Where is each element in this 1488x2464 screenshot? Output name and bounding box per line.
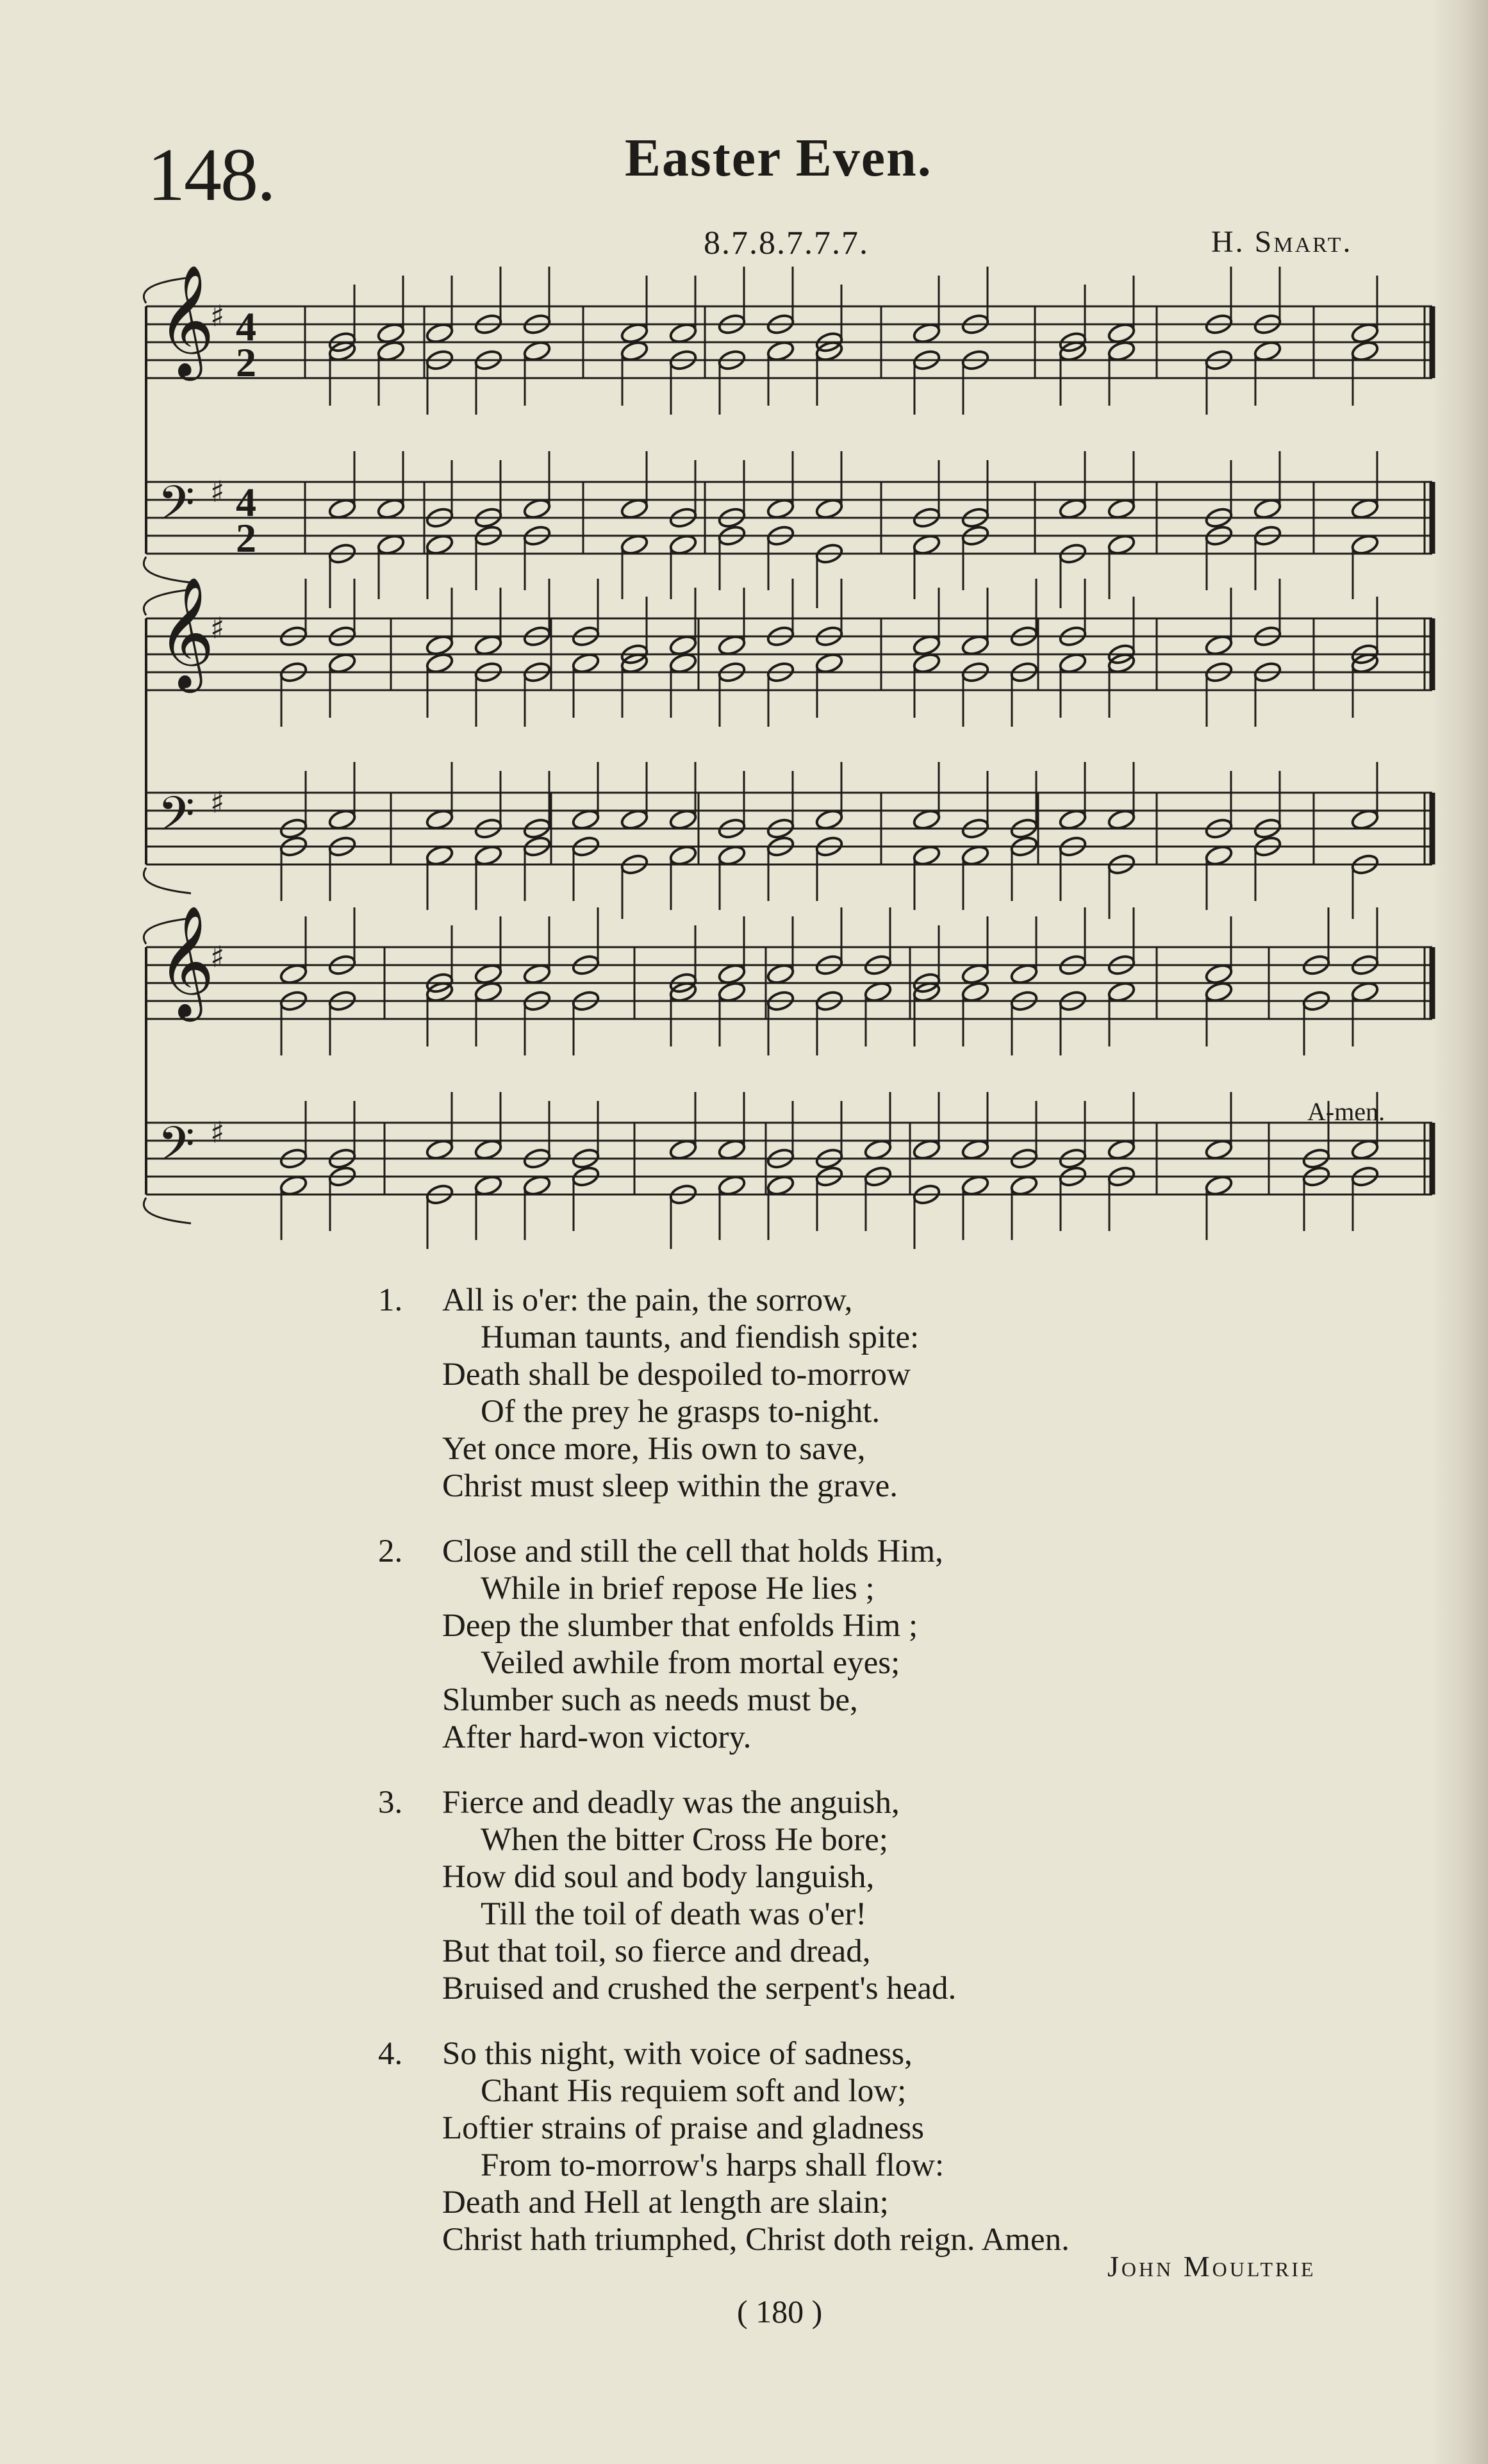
verse-line: Christ must sleep within the grave. (442, 1468, 898, 1504)
hymn-number: 148. (147, 133, 275, 217)
verse-line: Slumber such as needs must be, (442, 1682, 858, 1718)
verse-line: Close and still the cell that holds Him, (442, 1534, 943, 1569)
verse-line: But that toil, so fierce and dread, (442, 1933, 871, 1969)
bracket-hook (144, 1198, 191, 1223)
verse-line: Human taunts, and fiendish spite: (481, 1319, 920, 1355)
verse-1 (378, 1282, 1070, 1505)
verse-line: Christ hath triumphed, Christ doth reign. Amen. (442, 2222, 1070, 2258)
verse-line: From to-morrow's harps shall flow: (481, 2147, 945, 2183)
verse-line: Of the prey he grasps to-night. (481, 1394, 880, 1430)
bracket-hook (144, 868, 191, 893)
verse-line: Fierce and deadly was the anguish, (442, 1785, 900, 1821)
bass-clef-icon: 𝄢 (158, 786, 195, 854)
verse-number: 4. (378, 2036, 403, 2072)
verses (378, 1282, 1070, 2286)
verse-2 (378, 1533, 1070, 1756)
verse-3 (378, 1784, 1070, 2007)
bass-clef-icon: 𝄢 (158, 475, 195, 543)
verse-number: 3. (378, 1785, 403, 1821)
verse-line: While in brief repose He lies ; (481, 1571, 875, 1607)
verse-line: So this night, with voice of sadness, (442, 2036, 913, 2072)
verse-line: Veiled awhile from mortal eyes; (481, 1645, 900, 1681)
verse-line: Till the toil of death was o'er! (481, 1896, 867, 1932)
hymn-author: John Moultrie (1107, 2250, 1316, 2283)
verse-line: Chant His requiem soft and low; (481, 2073, 907, 2109)
key-signature-sharp-icon: ♯ (210, 474, 225, 509)
page-number: ( 180 ) (737, 2294, 823, 2329)
verse-4 (378, 2035, 1070, 2258)
verse-line: Death and Hell at length are slain; (442, 2185, 889, 2220)
time-signature-bottom: 2 (236, 340, 256, 386)
verse-line: Loftier strains of praise and gladness (442, 2110, 925, 2146)
verse-number: 2. (378, 1534, 403, 1569)
verse-line: Bruised and crushed the serpent's head. (442, 1971, 957, 2006)
verse-line: Yet once more, His own to save, (442, 1431, 866, 1467)
time-signature-top: 4 (236, 304, 256, 350)
verse-line: After hard-won victory. (442, 1719, 752, 1755)
amen-label: A-men. (1307, 1097, 1385, 1126)
key-signature-sharp-icon: ♯ (210, 1114, 225, 1150)
time-signature-top: 4 (236, 479, 256, 525)
treble-clef-icon: 𝄞 (158, 264, 215, 376)
verse-line: Deep the slumber that enfolds Him ; (442, 1608, 918, 1644)
verse-line: How did soul and body languish, (442, 1859, 875, 1895)
key-signature-sharp-icon: ♯ (210, 298, 225, 333)
time-signature-bottom: 2 (236, 515, 256, 561)
key-signature-sharp-icon: ♯ (210, 939, 225, 974)
verse-line: When the bitter Cross He bore; (481, 1822, 888, 1858)
verse-line: All is o'er: the pain, the sorrow, (442, 1282, 853, 1318)
hymn-composer: H. Smart. (1211, 225, 1353, 259)
treble-clef-icon: 𝄞 (158, 905, 215, 1017)
key-signature-sharp-icon: ♯ (210, 784, 225, 820)
hymn-title: Easter Even. (625, 128, 932, 188)
key-signature-sharp-icon: ♯ (210, 610, 225, 645)
verse-number: 1. (378, 1282, 403, 1318)
verse-line: Death shall be despoiled to-morrow (442, 1357, 911, 1393)
hymn-meter: 8.7.8.7.7.7. (704, 225, 869, 261)
bass-clef-icon: 𝄢 (158, 1116, 195, 1184)
treble-clef-icon: 𝄞 (158, 576, 215, 688)
